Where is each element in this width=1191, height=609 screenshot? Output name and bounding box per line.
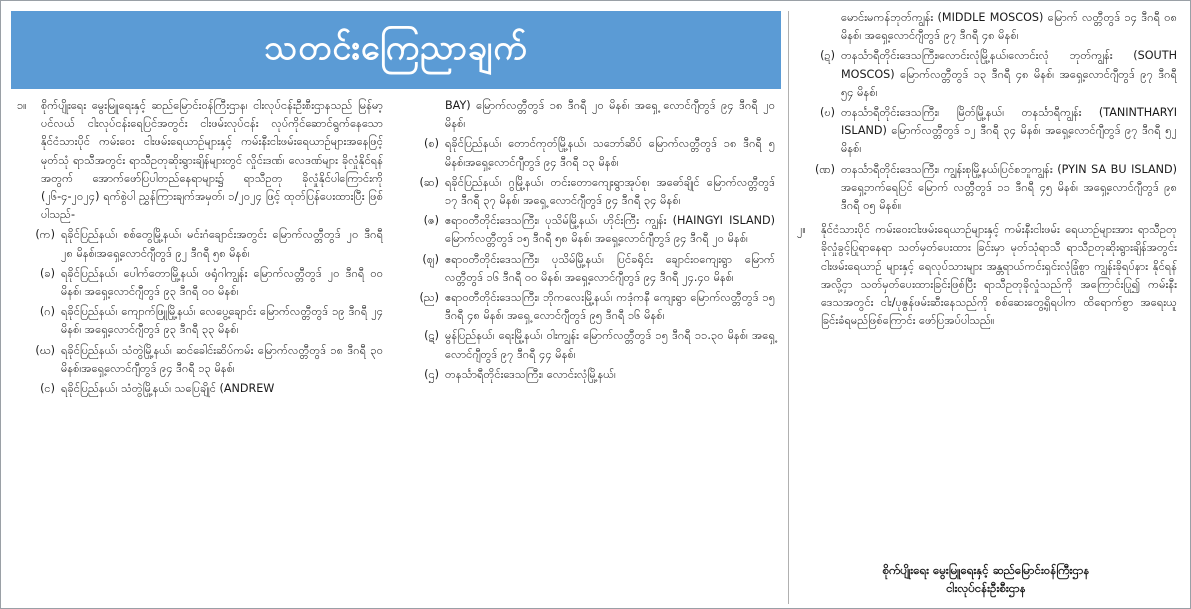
column-left: [17, 97, 383, 400]
list-item: [17, 342, 383, 378]
list-item: [401, 251, 775, 287]
list-item: [401, 289, 775, 325]
item-text: တနင်္သာရီတိုင်းဒေသကြီး၊ ကျွန်းစုမြို့နယ်၊ပြင်စဘူကျွန်း (PYIN SA BU ISLAND) အရှေ့ဘက်ရေပြင် မြောက် လတ္တီတွဒ် ၁၁ ဒီဂရီ ၄၅ မိနစ်၊ အရှေ့လောင်ဂျီတွဒ် ၉၈ ဒီဂရီ ၀၅ မိနစ်။: [841, 162, 1177, 213]
column-right: [797, 9, 1177, 332]
list-item: [17, 303, 383, 339]
item-number: (စ): [423, 137, 439, 151]
title-banner: [11, 11, 781, 89]
item-number: (ဃ): [35, 343, 55, 357]
item-text: ရခိုင်ပြည်နယ်၊ သံတွဲမြို့နယ်၊ သပြေချိုင် (ANDREW: [61, 382, 275, 396]
column-middle: [401, 97, 775, 386]
item-text: ဧရာဝတီတိုင်းဒေသကြီး၊ ပုသိမ်မြို့နယ်၊ ပြင်ခရိုင်း ချောင်းဝကျေးရွာ မြောက်လတ္တီတွဒ် ၁၆ ဒီဂရီ ၀၀ မိနစ်၊ အရှေ့လောင်ဂျီတွဒ် ၉၄ ဒီဂရီ ၂၄.၄၀ မိနစ်၊: [445, 252, 775, 284]
paragraph-text: စိုက်ပျိုးရေး မွေးမြူရေးနှင့် ဆည်မြောင်းဝန်ကြီးဌာန၊ ငါးလုပ်ငန်းဦးစီးဌာနသည် မြန်မာ့ပင်လယ် ငါးလုပ်ငန်းရေပြင်အတွင်း ငါးဖမ်းလုပ်ငန်း လုပ်ကိုင်ဆောင်ရွက်နေသော နိုင်ငံသားပိုင် ကမ်းဝေး ငါးဖမ်းရေယာဉ်များနှင့် ကမ်းနီးငါးဖမ်းရေယာဉ်များအနေဖြင့် မုတ်သုံ ရာသီအတွင်း ရာသီဥတုဆိုးရွားချိန်များတွင် လှိုင်းဒဏ်၊ လေဒဏ်များ ခိုလှုံနိုင်ရန်အတွက် အောက်ဖော်ပြပါတည်နေရာများ၌ ရာသီဥတု ခိုလှုံနိုင်ပါကြောင်းကို (၂၆-၄-၂၀၂၄) ရက်စွဲပါ ညွှန်ကြားချက်အမှတ်၊ ၁/၂၀၂၄ ဖြင့် ထုတ်ပြန်ပေးထားပြီး ဖြစ်ပါသည်-: [41, 99, 383, 222]
list-item: [401, 327, 775, 363]
list-item: [401, 135, 775, 171]
item-number: (ဂ): [39, 305, 55, 319]
list-item: [401, 366, 775, 384]
list-item: [797, 47, 1177, 102]
item-number: (ဇ): [423, 214, 439, 228]
item-number: (ဎ): [819, 106, 835, 120]
item-text: တနင်္သာရီတိုင်းဒေသကြီး၊ လောင်းလုံမြို့နယ်၊: [445, 367, 616, 381]
item-text: ရခိုင်ပြည်နယ်၊ ဂွမြို့နယ်၊ တင်းတောကျေးရွာအုပ်စု၊ အဓော်ချိုင် မြောက်လတ္တီတွဒ် ၁၇ ဒီဂရီ ၃၇ မိနစ်၊ အရှေ့ လောင်ဂျီတွဒ် ၉၄ ဒီဂရီ ၃၄ မိနစ်၊: [445, 175, 775, 208]
item-text: ဧရာဝတီတိုင်းဒေသကြီး၊ ပုသိမ်မြို့နယ်၊ ဟိုင်းကြီး ကျွန်း (HAINGYI ISLAND) မြောက်လတ္တီတွဒ် ၁၅ ဒီဂရီ ၅၈ မိနစ်၊ အရှေ့လောင်ဂျီတွဒ် ၉၄ ဒီဂရီ ၂၀ မိနစ်၊: [445, 214, 775, 246]
signature-department: ငါးလုပ်ငန်းဦးစီးဌာန: [946, 581, 1026, 595]
item-number: (င): [40, 382, 55, 396]
item-number: (ဈ): [422, 252, 439, 266]
column-divider: [788, 11, 789, 604]
list-item-continued: [401, 97, 775, 133]
item-text: ရခိုင်ပြည်နယ်၊ ပေါက်တောမြို့နယ်၊ ဖရုံဂါကျွန်း မြောက်လတ္တီတွဒ် ၂၀ ဒီဂရီ ၀၀ မိနစ်၊ အရှေ့လောင်ဂျီတွဒ် ၉၃ ဒီဂရီ ၀၀ မိနစ်၊: [61, 266, 383, 299]
list-item: [401, 174, 775, 210]
paragraph-text: နိုင်ငံသားပိုင် ကမ်းဝေးငါးဖမ်းရေယာဉ်များနှင့် ကမ်းနီးငါးဖမ်း ရေယာဉ်များအား ရာသီဥတုခိုလှုံခွင့်ပြုရာနေရာ သတ်မှတ်ပေးထား ခြင်းမှာ မုတ်သုံရာသီ ရာသီဥတုဆိုးရွားချိန်အတွင်း ငါးဖမ်းရေယာဉ် များနှင့် ရေလုပ်သားများ အန္တရာယ်ကင်းရှင်းလုံခြုံစွာ ကျွန်းခိုရပ်နား နိုင်ရန်အလို့ငှာ သတ်မှတ်ပေးထားခြင်းဖြစ်ပြီး ရာသီဥတုခိုလှုံသည်ကို အကြောင်းပြု၍ ကမ်းနီးဒေသအတွင်း ငါး/ပုဇွန်ဖမ်းဆီးနေသည်ကို စစ်ဆေးတွေ့ရှိရပါက ထိရောက်စွာ အရေးယူခြင်းခံရမည်ဖြစ်ကြောင်း ဖော်ပြအပ်ပါသည်။: [821, 223, 1177, 328]
item-number: (ဌ): [424, 367, 439, 381]
item-number: (ခ): [39, 266, 55, 280]
item-text: ရခိုင်ပြည်နယ်၊ ကျောက်ဖြူမြို့နယ်၊ လေပွေ့ချောင်း မြောက်လတ္တီတွဒ် ၁၉ ဒီဂရီ ၂၄ မိနစ်၊ အရှေ့လောင်ဂျီတွဒ် ၉၃ ဒီဂရီ ၃၃ မိနစ်၊: [61, 305, 383, 337]
list-item: [797, 104, 1177, 159]
paragraph-1: [17, 97, 383, 224]
item-text: တနင်္သာရီတိုင်းဒေသကြီး၊လောင်းလုံမြို့နယ်၊လောင်းလုံ ဘုတ်ကျွန်း (SOUTH MOSCOS) မြောက်လတ္တီတွဒ် ၁၃ ဒီဂရီ ၄၈ မိနစ်၊ အရှေ့လောင်ဂျီတွဒ် ၉၇ ဒီဂရီ ၅၄ မိနစ်၊: [841, 49, 1177, 99]
list-item: [17, 380, 383, 398]
item-number: (ဋ): [424, 329, 439, 343]
paragraph-number: ၂။: [797, 223, 806, 237]
item-number: (ဏ): [814, 162, 835, 176]
item-text: ဧရာဝတီတိုင်းဒေသကြီး၊ ဘိုကလေးမြို့နယ်၊ ကဒုံကနီ ကျေးရွာ မြောက်လတ္တီတွဒ် ၁၅ ဒီဂရီ ၄၈ မိနစ်၊ အရှေ့ လောင်ဂျီတွဒ် ၉၅ ဒီဂရီ ၁၆ မိနစ်၊: [445, 291, 775, 323]
item-text: တနင်္သာရီတိုင်းဒေသကြီး၊ မြိတ်မြို့နယ်၊ တနင်္သာရီကျွန်း (TANINTHARYI ISLAND) မြောက်လတ္တီတွဒ် ၁၂ ဒီဂရီ ၃၄ မိနစ်၊ အရှေ့လောင်ဂျီတွဒ် ၉၇ ဒီဂရီ ၅၂ မိနစ်၊: [841, 106, 1177, 156]
list-item: [17, 226, 383, 262]
signature-block: [801, 561, 1171, 597]
item-number: (ည): [419, 291, 439, 305]
item-text: ရခိုင်ပြည်နယ်၊ စစ်တွေမြို့နယ်၊ မင်းဂံချောင်းအတွင်း မြောက်လတ္တီတွဒ် ၂၀ ဒီဂရီ ၂၈ မိနစ်၊အရှေ့လောင်ဂျီတွဒ် ၉၂ ဒီဂရီ ၅၈ မိနစ်၊: [61, 228, 383, 260]
item-number: (ဍ): [820, 49, 835, 63]
item-text: ရခိုင်ပြည်နယ်၊ တောင်ကုတ်မြို့နယ်၊ သဘော်ဆိပ် မြောက်လတ္တီတွဒ် ၁၈ ဒီဂရီ ၅ မိနစ်၊အရှေ့လောင်ဂျီတွဒ် ၉၄ ဒီဂရီ ၁၃ မိနစ်၊: [445, 137, 775, 169]
list-item: [797, 161, 1177, 216]
item-text: ရခိုင်ပြည်နယ်၊ သံတွဲမြို့နယ်၊ ဆင်ခေါင်းဆိပ်ကမ်း မြောက်လတ္တီတွဒ် ၁၈ ဒီဂရီ ၃၀ မိနစ်၊အရှေ့လောင်ဂျီတွဒ် ၉၄ ဒီဂရီ ၁၃ မိနစ်၊: [61, 343, 383, 375]
item-text: မွန်ပြည်နယ်၊ ရေးမြို့နယ်၊ ဝါးကျွန်း မြောက်လတ္တီတွဒ် ၁၅ ဒီဂရီ ၁၁.၃၀ မိနစ်၊ အရှေ့လောင်ဂျီတွဒ် ၉၇ ဒီဂရီ ၄၄ မိနစ်၊: [445, 329, 775, 361]
item-number: (က): [35, 228, 55, 242]
signature-ministry: စိုက်ပျိုးရေး မွေးမြူရေးနှင့် ဆည်မြောင်းဝန်ကြီးဌာန: [882, 563, 1090, 577]
paragraph-2: [797, 221, 1177, 330]
item-text: မောင်းမကန်ဘုတ်ကျွန်း (MIDDLE MOSCOS) မြောက် လတ္တီတွဒ် ၁၄ ဒီဂရီ ၀၈ မိနစ်၊ အရှေ့လောင်ဂျီတွဒ် ၉၇ ဒီဂရီ ၄၈ မိနစ်၊: [841, 11, 1177, 43]
page-title: သတင်းကြေညာချက်: [264, 27, 528, 68]
list-item: [401, 212, 775, 248]
paragraph-number: ၁။: [17, 99, 27, 112]
list-item: [17, 265, 383, 301]
list-item-continued: [797, 9, 1177, 45]
item-text: BAY) မြောက်လတ္တီတွဒ် ၁၈ ဒီဂရီ ၂၀ မိနစ်၊ အရှေ့ လောင်ဂျီတွဒ် ၉၄ ဒီဂရီ ၂၀ မိနစ်၊: [445, 99, 775, 131]
item-number: (ဆ): [419, 175, 439, 189]
